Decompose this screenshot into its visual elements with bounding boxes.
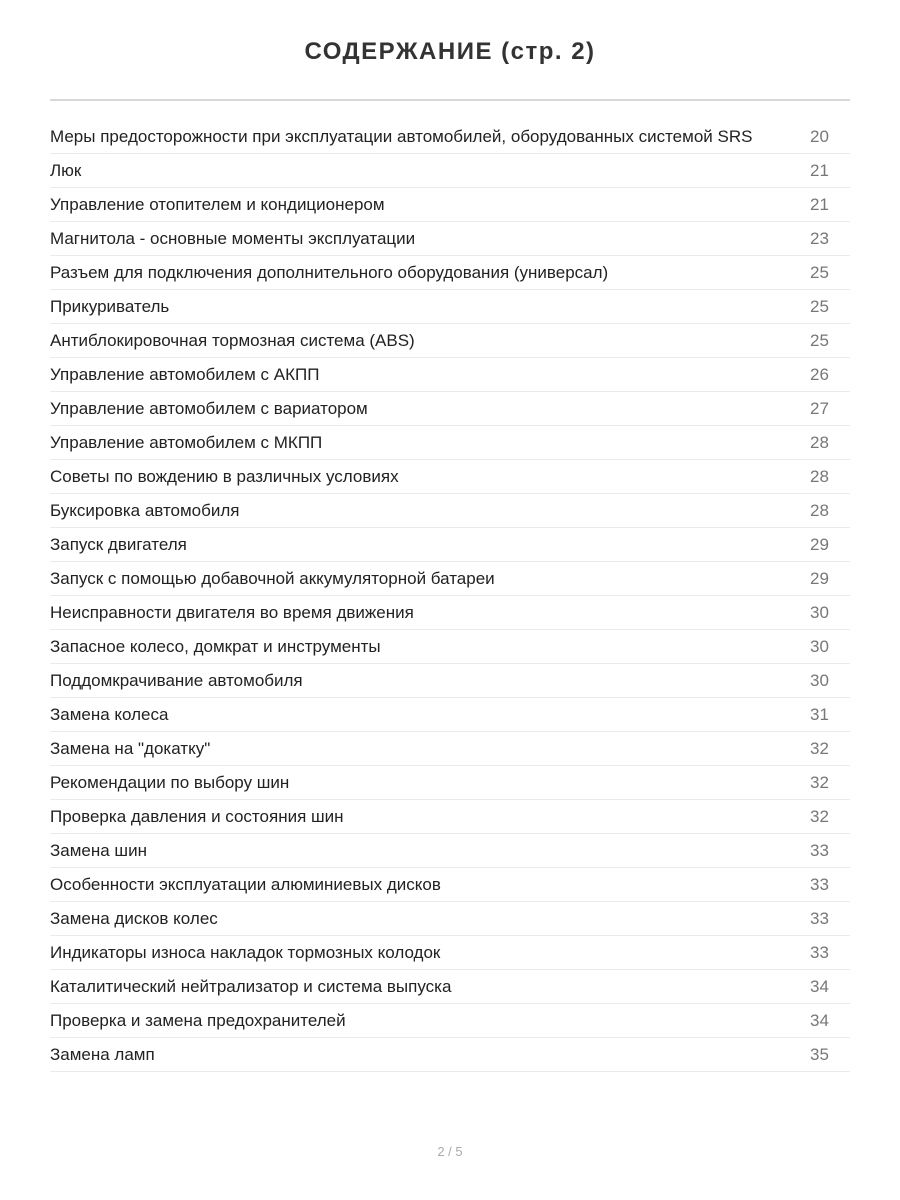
page-number: 2 / 5	[437, 1144, 463, 1159]
toc-entry[interactable]	[50, 494, 850, 528]
toc-entry-page-number: 32	[810, 772, 829, 792]
toc-entry-page-number: 28	[810, 466, 829, 486]
toc-entry[interactable]	[50, 528, 850, 562]
toc-entry[interactable]	[50, 902, 850, 936]
toc-entry-page-number: 30	[810, 602, 829, 622]
toc-entry-label: Индикаторы износа накладок тормозных колодок	[50, 942, 441, 962]
toc-entry-page-number: 21	[810, 194, 829, 214]
toc-entry[interactable]	[50, 120, 850, 154]
toc-entry-label: Поддомкрачивание автомобиля	[50, 670, 303, 690]
toc-entry-label: Особенности эксплуатации алюминиевых дисков	[50, 874, 441, 894]
toc-entry[interactable]	[50, 392, 850, 426]
toc-entry[interactable]	[50, 936, 850, 970]
toc-entry[interactable]	[50, 222, 850, 256]
toc-entry-label: Замена дисков колес	[50, 908, 218, 928]
toc-entry-page-number: 34	[810, 976, 829, 996]
toc-entry-label: Неисправности двигателя во время движения	[50, 602, 414, 622]
toc-entry-label: Прикуриватель	[50, 296, 170, 316]
toc-entry-label: Антиблокировочная тормозная система (ABS)	[50, 330, 415, 350]
table-of-contents	[50, 120, 850, 1072]
toc-entry-label: Запасное колесо, домкрат и инструменты	[50, 636, 381, 656]
toc-entry-label: Замена шин	[50, 840, 147, 860]
toc-entry-label: Замена на "докатку"	[50, 738, 211, 758]
toc-entry[interactable]	[50, 630, 850, 664]
toc-entry-page-number: 27	[810, 398, 829, 418]
toc-entry-page-number: 35	[810, 1044, 829, 1064]
toc-entry-label: Управление автомобилем с вариатором	[50, 398, 368, 418]
toc-entry[interactable]	[50, 664, 850, 698]
toc-entry-page-number: 29	[810, 568, 829, 588]
toc-entry-page-number: 33	[810, 942, 829, 962]
toc-entry-label: Проверка давления и состояния шин	[50, 806, 344, 826]
toc-entry[interactable]	[50, 256, 850, 290]
toc-entry[interactable]	[50, 834, 850, 868]
toc-entry-label: Магнитола - основные моменты эксплуатации	[50, 228, 416, 248]
toc-entry-page-number: 21	[810, 160, 829, 180]
toc-entry[interactable]	[50, 358, 850, 392]
toc-entry-page-number: 34	[810, 1010, 829, 1030]
toc-entry[interactable]	[50, 154, 850, 188]
toc-entry-label: Замена ламп	[50, 1044, 155, 1064]
toc-entry[interactable]	[50, 324, 850, 358]
toc-entry-page-number: 33	[810, 840, 829, 860]
toc-entry[interactable]	[50, 970, 850, 1004]
toc-entry-page-number: 26	[810, 364, 829, 384]
toc-entry-label: Управление автомобилем с МКПП	[50, 432, 323, 452]
toc-entry[interactable]	[50, 698, 850, 732]
toc-entry-page-number: 28	[810, 500, 829, 520]
toc-entry-page-number: 33	[810, 874, 829, 894]
toc-entry-label: Замена колеса	[50, 704, 169, 724]
toc-entry[interactable]	[50, 1004, 850, 1038]
toc-entry[interactable]	[50, 596, 850, 630]
toc-entry-page-number: 20	[810, 126, 829, 146]
toc-entry-label: Рекомендации по выбору шин	[50, 772, 290, 792]
toc-entry[interactable]	[50, 562, 850, 596]
toc-entry-page-number: 25	[810, 262, 829, 282]
toc-entry-page-number: 30	[810, 636, 829, 656]
toc-entry-label: Люк	[50, 160, 82, 180]
toc-entry-page-number: 30	[810, 670, 829, 690]
toc-entry-page-number: 31	[810, 704, 829, 724]
toc-entry[interactable]	[50, 800, 850, 834]
toc-entry-page-number: 32	[810, 806, 829, 826]
toc-entry-label: Запуск с помощью добавочной аккумуляторной батареи	[50, 568, 495, 588]
toc-entry-label: Советы по вождению в различных условиях	[50, 466, 399, 486]
toc-entry[interactable]	[50, 290, 850, 324]
toc-entry-label: Проверка и замена предохранителей	[50, 1010, 346, 1030]
toc-entry-label: Каталитический нейтрализатор и система выпуска	[50, 976, 452, 996]
toc-entry-label: Запуск двигателя	[50, 534, 187, 554]
toc-entry[interactable]	[50, 732, 850, 766]
toc-entry[interactable]	[50, 426, 850, 460]
toc-entry-page-number: 29	[810, 534, 829, 554]
toc-entry-label: Управление отопителем и кондиционером	[50, 194, 385, 214]
toc-entry-label: Буксировка автомобиля	[50, 500, 240, 520]
toc-entry[interactable]	[50, 1038, 850, 1072]
toc-entry-page-number: 23	[810, 228, 829, 248]
page-title: СОДЕРЖАНИЕ (стр. 2)	[304, 38, 596, 65]
toc-entry-page-number: 32	[810, 738, 829, 758]
toc-entry[interactable]	[50, 766, 850, 800]
toc-entry-page-number: 25	[810, 330, 829, 350]
toc-entry-label: Разъем для подключения дополнительного оборудования (универсал)	[50, 262, 609, 282]
toc-entry[interactable]	[50, 188, 850, 222]
toc-entry-page-number: 28	[810, 432, 829, 452]
toc-entry-label: Управление автомобилем с АКПП	[50, 364, 320, 384]
toc-entry[interactable]	[50, 460, 850, 494]
toc-entry-page-number: 25	[810, 296, 829, 316]
toc-entry-page-number: 33	[810, 908, 829, 928]
title-divider	[50, 99, 850, 101]
toc-entry[interactable]	[50, 868, 850, 902]
toc-entry-label: Меры предосторожности при эксплуатации автомобилей, оборудованных системой SRS	[50, 126, 753, 146]
